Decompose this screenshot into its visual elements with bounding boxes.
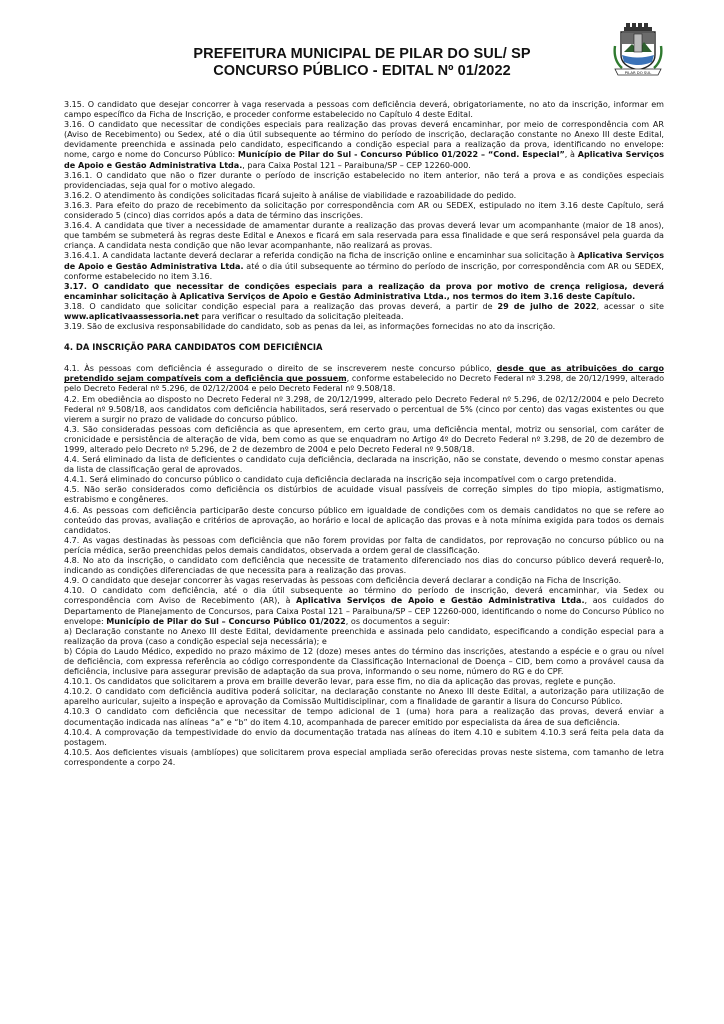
municipal-crest-logo — [612, 22, 664, 78]
paragraph — [64, 687, 664, 707]
text-run: até o dia útil subsequente ao término do período de inscrição, por correspondência com AR ou SEDEX, conforme estabelecido no item 3.16. — [64, 261, 664, 281]
text-run: 4.4. Será eliminado da lista de deficientes o candidato cuja deficiência, declarada na inscrição, não se constate, devendo o mesmo constar apenas da lista de classificação geral de aprovados. — [64, 455, 664, 475]
text-run: 4.10.5. Aos deficientes visuais (amblíopes) que solicitarem prova especial ampliada serão oferecidas provas neste sistema, com tamanho de letra correspondente a corpo 24. — [64, 747, 664, 767]
paragraph — [64, 302, 664, 322]
text-run: , conforme estabelecido no Decreto Federal nº 3.298, de 20/12/1999, alterado pelo Decreto Federal nº 5.296, de 02/12/2004 e pelo Decreto Federal nº 9.508/18. — [64, 374, 664, 394]
header-title: PREFEITURA MUNICIPAL DE PILAR DO SUL/ SP — [193, 46, 531, 62]
text-run: www.aplicativaassessoria.net — [64, 311, 199, 321]
text-run: desde que as atribuições do cargo pretendido sejam compatíveis com a deficiência que possuem — [64, 364, 664, 384]
paragraph — [64, 171, 664, 191]
text-run: 3.16.4. A candidata que tiver a necessidade de amamentar durante a realização das provas deverá levar um acompanhante (maior de 18 anos), que também se submeterá às regras deste Edital e Anexos e ficará em sala reservada para essa finalidade e que será responsável pela guarda da criança. A candidata nesta condição que não levar acompanhante, não realizará as provas. — [64, 221, 664, 251]
paragraph — [64, 120, 664, 170]
text-run: Aplicativa Serviços de Apoio e Gestão Administrativa Ltda. — [64, 150, 664, 170]
text-run: 3.17. O candidato que necessitar de condições especiais para a realização da prova por motivo de crença religiosa, deverá encaminhar solicitação à Aplicativa Serviços de Apoio e Gestão Administrativa Ltda., nos termos do item 3.16 deste Capítulo. — [64, 281, 664, 301]
paragraph — [64, 322, 664, 332]
paragraph — [64, 627, 664, 647]
paragraph — [64, 728, 664, 748]
text-run: 3.16.3. Para efeito do prazo de recebimento da solicitação por correspondência com AR ou SEDEX, estipulado no item 3.16 deste Capítulo, será considerado 5 (cinco) dias corridos após a data de término das inscrições. — [64, 200, 664, 221]
paragraph — [64, 576, 664, 586]
text-run: para verificar o resultado da solicitação pleiteada. — [198, 311, 404, 321]
paragraph — [64, 425, 664, 455]
text-run: 4.5. Não serão considerados como deficiência os distúrbios de acuidade visual passíveis de correção simples do tipo miopia, astigmatismo, estrabismo e congêneres. — [64, 485, 664, 505]
text-run: 4. DA INSCRIÇÃO PARA CANDIDATOS COM DEFICIÊNCIA — [64, 342, 323, 353]
text-run: 4.10. O candidato com deficiência, até o dia útil subsequente ao término do período de inscrição, deverá encaminhar, via Sedex ou correspondência com Aviso de Recebimento (AR), à — [64, 586, 664, 606]
section-heading — [64, 342, 664, 352]
text-run: 3.18. O candidato que solicitar condição especial para a realização das provas deverá, a partir de — [64, 301, 498, 311]
document-body — [64, 100, 664, 768]
text-run: 4.10.4. A comprovação da tempestividade do envio da documentação tratada nas alíneas do item 4.10 e subitem 4.10.3 será feita pela data da postagem. — [64, 727, 664, 747]
text-run: 4.9. O candidato que desejar concorrer às vagas reservadas às pessoas com deficiência deverá declarar a condição na Ficha de Inscrição. — [64, 576, 622, 586]
text-run: 4.8. No ato da inscrição, o candidato com deficiência que necessite de tratamento diferenciado nos dias do concurso público deverá requerê-lo, indicando as condições diferenciadas de que necessita para a realização das provas. — [64, 556, 664, 576]
text-run: 4.10.2. O candidato com deficiência auditiva poderá solicitar, na declaração constante no Anexo III deste Edital, a autorização para utilização de aparelho auricular, sujeito a inspeção e aprovação da Comissão Multidisciplinar, com a finalidade de garantir a lisura do Concurso Público. — [64, 687, 664, 707]
text-run: , à — [564, 150, 578, 160]
paragraph — [64, 536, 664, 556]
text-run: 4.6. As pessoas com deficiência participarão deste concurso público em igualdade de condições com os demais candidatos no que se refere ao conteúdo das provas, avaliação e critérios de aprovação, ao horário e local de aplicação das provas e à nota mínima exigida para todos os demais candidatos. — [64, 505, 664, 535]
text-run: 4.3. São consideradas pessoas com deficiência as que apresentem, em certo grau, uma deficiência mental, motriz ou sensorial, com caráter de cronicidade e persistência de alteração de vida, bem como as que se enquadram no Artigo 4º do Decreto Federal nº 3.298, de 20 de dezembro de 1999, alterado pelo Decreto nº 5.296, de 2 de dezembro de 2004 e pelo Decreto Federal nº 9.508/18. — [64, 424, 664, 454]
text-run: 4.10.1. Os candidatos que solicitarem a prova em braille deverão levar, para esse fim, no dia da aplicação das provas, reglete e punção. — [64, 677, 616, 687]
text-run: 4.10.3 O candidato com deficiência que necessitar de tempo adicional de 1 (uma) hora para a realização das provas, deverá enviar a documentação indicada nas alíneas “a” e “b” do item 4.10, acompanhada de parecer emitido por especialista da área de sua deficiência. — [64, 707, 664, 727]
paragraph — [64, 100, 664, 120]
text-run: 3.16. O candidato que necessitar de condições especiais para realização das provas deverá encaminhar, por meio de correspondência com AR (Aviso de Recebimento) ou Sedex, até o dia útil subsequente ao término do período de inscrição, declaração constante no Anexo III deste Edital, devidamente preenchida e assinada pelo candidato, especificando a condição especial para a realização da prova, identificando no envelope: nome, cargo e nome do Concurso Público: — [64, 120, 664, 160]
paragraph — [64, 191, 664, 201]
text-run: 4.1. Às pessoas com deficiência é assegurado o direito de se inscreverem neste concurso público, — [64, 364, 497, 374]
paragraph — [64, 506, 664, 536]
paragraph — [64, 221, 664, 251]
header-subtitle: CONCURSO PÚBLICO - EDITAL Nº 01/2022 — [213, 63, 511, 79]
text-run: Município de Pilar do Sul – Concurso Público 01/2022 — [106, 616, 346, 626]
text-run: Aplicativa Serviços de Apoio e Gestão Administrativa Ltda. — [296, 596, 585, 606]
text-run: b) Cópia do Laudo Médico, expedido no prazo máximo de 12 (doze) meses antes do término das inscrições, atestando a espécie e o grau ou nível de deficiência, com expressa referência ao código correspondente da Classificação Internacional de Doença – CID, bem como a provável causa da deficiência, inclusive para assegurar previsão de adaptação da sua prova, informando o seu nome, número do RG e do CPF. — [64, 646, 664, 677]
paragraph — [64, 647, 664, 677]
crest-ribbon-text: PILAR DO SUL — [624, 69, 652, 75]
paragraph — [64, 475, 664, 485]
paragraph — [64, 556, 664, 576]
paragraph — [64, 395, 664, 425]
paragraph — [64, 201, 664, 221]
text-run: 4.7. As vagas destinadas às pessoas com deficiência que não forem providas por falta de candidatos, por reprovação no concurso público ou na perícia médica, serão preenchidas pelos demais candidatos, observada a ordem geral de classificação. — [64, 535, 664, 555]
paragraph — [64, 586, 664, 626]
paragraph — [64, 282, 664, 302]
text-run: 4.2. Em obediência ao disposto no Decreto Federal nº 3.298, de 20/12/1999, alterado pelo Decreto Federal nº 5.296, de 02/12/2004 e pelo Decreto Federal nº 9.508/18, aos candidatos com deficiência habilitados, será reservado o percentual de 5% (cinco por cento) das vagas existentes ou que vierem a surgir no prazo de validade do concurso público. — [64, 394, 664, 424]
paragraph — [64, 364, 664, 394]
text-run: , os documentos a seguir: — [345, 616, 450, 626]
paragraph — [64, 455, 664, 475]
text-run: 3.16.2. O atendimento às condições solicitadas ficará sujeito à análise de viabilidade e razoabilidade do pedido. — [64, 190, 517, 200]
text-run: 3.16.4.1. A candidata lactante deverá declarar a referida condição na ficha de inscrição online e encaminhar sua solicitação à — [64, 251, 578, 261]
text-run: , aos cuidados do Departamento de Planejamento de Concursos, para Caixa Postal 121 – Paraibuna/SP – CEP 12260-000, identificando o nome do Concurso Público no envelope: — [64, 596, 664, 626]
text-run: 4.4.1. Será eliminado do concurso público o candidato cuja deficiência declarada na inscrição seja incompatível com o cargo pretendida. — [64, 475, 617, 485]
text-run: 3.15. O candidato que desejar concorrer à vaga reservada a pessoas com deficiência deverá, obrigatoriamente, no ato da inscrição, informar em campo específico da Ficha de Inscrição, e proceder conforme estabelecido no Capítulo 4 deste Edital. — [64, 100, 664, 120]
paragraph — [64, 677, 664, 687]
text-run: 29 de julho de 2022 — [497, 301, 597, 311]
paragraph — [64, 748, 664, 768]
text-run: a) Declaração constante no Anexo III deste Edital, devidamente preenchida e assinada pelo candidato, especificando a condição especial para a realização da prova (caso a condição especial seja necessária); e — [64, 626, 664, 646]
text-run: Aplicativa Serviços de Apoio e Gestão Administrativa Ltda. — [64, 251, 664, 271]
text-run: Município de Pilar do Sul - Concurso Público 01/2022 – “Cond. Especial” — [237, 150, 565, 160]
text-run: 3.19. São de exclusiva responsabilidade do candidato, sob as penas da lei, as informações fornecidas no ato da inscrição. — [64, 322, 556, 332]
text-run: , para Caixa Postal 121 – Paraibuna/SP – CEP 12260-000. — [242, 160, 471, 170]
text-run: 3.16.1. O candidato que não o fizer durante o período de inscrição estabelecido no item anterior, não terá a prova e as condições especiais providenciadas, seja qual for o motivo alegado. — [64, 170, 664, 190]
paragraph — [64, 707, 664, 727]
text-run: , acessar o site — [596, 301, 664, 311]
paragraph — [64, 485, 664, 505]
paragraph — [64, 251, 664, 281]
